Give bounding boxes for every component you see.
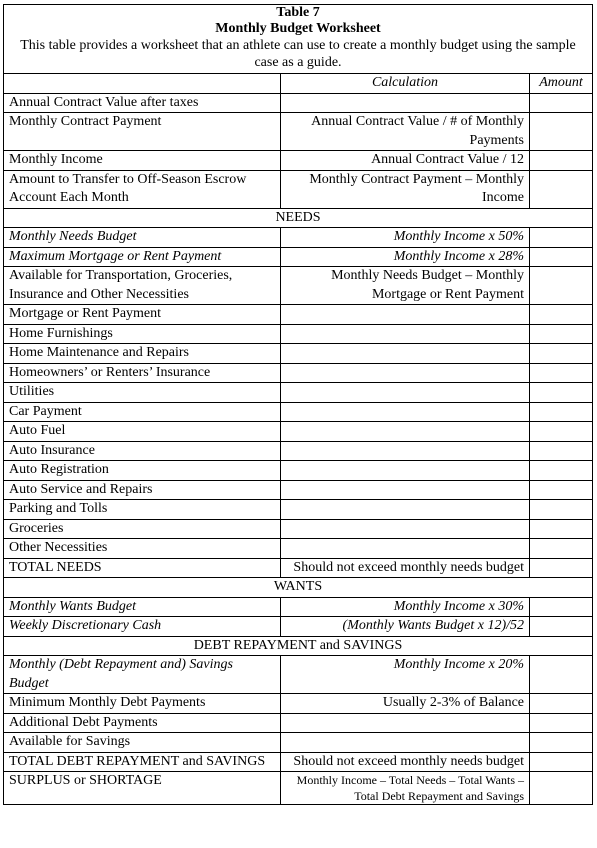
row-item-label: Monthly Wants Budget xyxy=(4,597,281,617)
row-calculation xyxy=(281,305,530,325)
row-amount-cell[interactable] xyxy=(530,93,593,113)
row-amount-cell[interactable] xyxy=(530,694,593,714)
section-header-row xyxy=(4,578,593,598)
table-row xyxy=(4,170,593,208)
row-item-label: TOTAL DEBT REPAYMENT and SAVINGS xyxy=(4,752,281,772)
row-calculation: Monthly Income x 28% xyxy=(281,247,530,267)
row-calculation xyxy=(281,383,530,403)
column-header-row xyxy=(4,74,593,94)
row-amount-cell[interactable] xyxy=(530,558,593,578)
table-header-row xyxy=(4,5,593,74)
row-amount-cell[interactable] xyxy=(530,597,593,617)
row-item-label: Auto Service and Repairs xyxy=(4,480,281,500)
table-row xyxy=(4,383,593,403)
row-amount-cell[interactable] xyxy=(530,402,593,422)
row-calculation xyxy=(281,93,530,113)
row-calculation xyxy=(281,713,530,733)
column-header-calculation: Calculation xyxy=(281,74,530,94)
table-row xyxy=(4,500,593,520)
row-calculation xyxy=(281,480,530,500)
row-amount-cell[interactable] xyxy=(530,363,593,383)
table-row xyxy=(4,422,593,442)
row-amount-cell[interactable] xyxy=(530,733,593,753)
row-amount-cell[interactable] xyxy=(530,461,593,481)
row-calculation: Annual Contract Value / 12 xyxy=(281,151,530,171)
table-row xyxy=(4,480,593,500)
row-calculation xyxy=(281,441,530,461)
row-item-label: Auto Fuel xyxy=(4,422,281,442)
row-item-label: Minimum Monthly Debt Payments xyxy=(4,694,281,714)
row-calculation xyxy=(281,539,530,559)
row-amount-cell[interactable] xyxy=(530,344,593,364)
table-row xyxy=(4,558,593,578)
row-amount-cell[interactable] xyxy=(530,247,593,267)
row-amount-cell[interactable] xyxy=(530,519,593,539)
row-item-label: Additional Debt Payments xyxy=(4,713,281,733)
table-row xyxy=(4,597,593,617)
row-calculation: Should not exceed monthly needs budget xyxy=(281,752,530,772)
row-calculation xyxy=(281,402,530,422)
row-item-label: Available for Transportation, Groceries, Insurance and Other Necessities xyxy=(4,267,281,305)
row-amount-cell[interactable] xyxy=(530,656,593,694)
row-calculation: Monthly Income x 30% xyxy=(281,597,530,617)
table-row xyxy=(4,113,593,151)
section-header: DEBT REPAYMENT and SAVINGS xyxy=(4,636,593,656)
row-item-label: Monthly Needs Budget xyxy=(4,228,281,248)
row-calculation: Monthly Needs Budget – Monthly Mortgage or Rent Payment xyxy=(281,267,530,305)
row-calculation xyxy=(281,733,530,753)
row-item-label: Annual Contract Value after taxes xyxy=(4,93,281,113)
row-amount-cell[interactable] xyxy=(530,752,593,772)
row-amount-cell[interactable] xyxy=(530,324,593,344)
row-amount-cell[interactable] xyxy=(530,539,593,559)
table-title: Monthly Budget Worksheet xyxy=(215,21,381,36)
table-row xyxy=(4,539,593,559)
table-row xyxy=(4,772,593,805)
budget-table xyxy=(3,4,593,805)
section-header: WANTS xyxy=(4,578,593,598)
row-item-label: Groceries xyxy=(4,519,281,539)
table-row xyxy=(4,402,593,422)
row-calculation: Usually 2-3% of Balance xyxy=(281,694,530,714)
row-calculation: Monthly Income x 50% xyxy=(281,228,530,248)
row-item-label: Monthly Contract Payment xyxy=(4,113,281,151)
table-label: Table 7 xyxy=(276,5,320,20)
row-item-label: TOTAL NEEDS xyxy=(4,558,281,578)
row-item-label: Home Maintenance and Repairs xyxy=(4,344,281,364)
row-amount-cell[interactable] xyxy=(530,228,593,248)
table-row xyxy=(4,151,593,171)
row-amount-cell[interactable] xyxy=(530,441,593,461)
row-item-label: Car Payment xyxy=(4,402,281,422)
row-calculation xyxy=(281,500,530,520)
row-item-label: Available for Savings xyxy=(4,733,281,753)
row-item-label: Home Furnishings xyxy=(4,324,281,344)
row-calculation: Annual Contract Value / # of Monthly Payments xyxy=(281,113,530,151)
row-amount-cell[interactable] xyxy=(530,617,593,637)
row-calculation: Monthly Income x 20% xyxy=(281,656,530,694)
row-item-label: Auto Registration xyxy=(4,461,281,481)
section-header: NEEDS xyxy=(4,208,593,228)
table-row xyxy=(4,733,593,753)
table-row xyxy=(4,344,593,364)
row-amount-cell[interactable] xyxy=(530,151,593,171)
row-amount-cell[interactable] xyxy=(530,772,593,805)
row-amount-cell[interactable] xyxy=(530,305,593,325)
row-item-label: Homeowners’ or Renters’ Insurance xyxy=(4,363,281,383)
table-row xyxy=(4,305,593,325)
row-calculation xyxy=(281,324,530,344)
table-row xyxy=(4,228,593,248)
table-row xyxy=(4,324,593,344)
table-row xyxy=(4,519,593,539)
table-row xyxy=(4,441,593,461)
row-calculation: Monthly Contract Payment – Monthly Income xyxy=(281,170,530,208)
table-row xyxy=(4,617,593,637)
row-calculation: Monthly Income – Total Needs – Total Wants – Total Debt Repayment and Savings xyxy=(281,772,530,805)
table-row xyxy=(4,713,593,733)
row-amount-cell[interactable] xyxy=(530,113,593,151)
row-amount-cell[interactable] xyxy=(530,480,593,500)
row-calculation xyxy=(281,422,530,442)
row-calculation xyxy=(281,519,530,539)
section-header-row xyxy=(4,636,593,656)
table-row xyxy=(4,694,593,714)
row-item-label: Parking and Tolls xyxy=(4,500,281,520)
row-amount-cell[interactable] xyxy=(530,500,593,520)
row-item-label: Mortgage or Rent Payment xyxy=(4,305,281,325)
table-row xyxy=(4,461,593,481)
table-row xyxy=(4,93,593,113)
table-row xyxy=(4,247,593,267)
budget-worksheet xyxy=(3,4,592,805)
row-item-label: Amount to Transfer to Off-Season Escrow Account Each Month xyxy=(4,170,281,208)
column-header-amount: Amount xyxy=(530,74,593,94)
row-calculation xyxy=(281,344,530,364)
table-caption xyxy=(4,5,593,74)
row-amount-cell[interactable] xyxy=(530,422,593,442)
row-calculation xyxy=(281,461,530,481)
row-item-label: Maximum Mortgage or Rent Payment xyxy=(4,247,281,267)
row-calculation: (Monthly Wants Budget x 12)/52 xyxy=(281,617,530,637)
table-row xyxy=(4,267,593,305)
row-item-label: Other Necessities xyxy=(4,539,281,559)
row-amount-cell[interactable] xyxy=(530,383,593,403)
row-item-label: Weekly Discretionary Cash xyxy=(4,617,281,637)
row-item-label: SURPLUS or SHORTAGE xyxy=(4,772,281,805)
row-amount-cell[interactable] xyxy=(530,267,593,305)
row-calculation: Should not exceed monthly needs budget xyxy=(281,558,530,578)
row-amount-cell[interactable] xyxy=(530,170,593,208)
table-row xyxy=(4,752,593,772)
row-item-label: Utilities xyxy=(4,383,281,403)
row-amount-cell[interactable] xyxy=(530,713,593,733)
row-item-label: Monthly (Debt Repayment and) Savings Budget xyxy=(4,656,281,694)
row-calculation xyxy=(281,363,530,383)
column-header-item xyxy=(4,74,281,94)
table-body xyxy=(4,5,593,805)
table-description: This table provides a worksheet that an athlete can use to create a monthly budget using the sample case as a guide. xyxy=(20,38,576,70)
section-header-row xyxy=(4,208,593,228)
row-item-label: Monthly Income xyxy=(4,151,281,171)
table-row xyxy=(4,656,593,694)
row-item-label: Auto Insurance xyxy=(4,441,281,461)
table-row xyxy=(4,363,593,383)
